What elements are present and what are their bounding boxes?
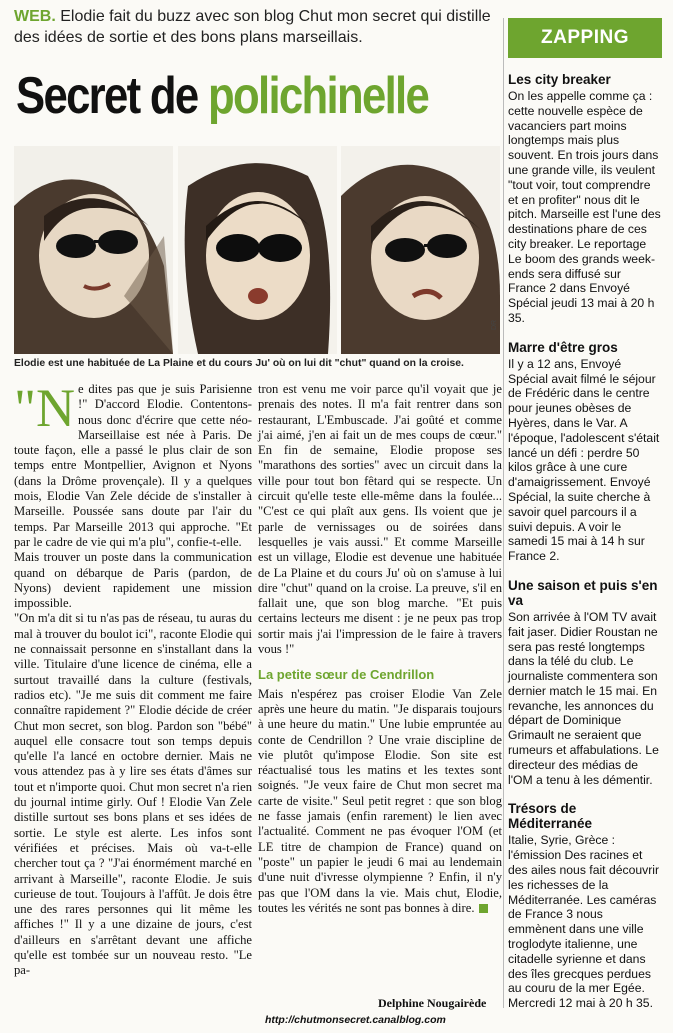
- sidebar-item-title: Une saison et puis s'en va: [508, 577, 658, 608]
- end-mark-icon: [479, 904, 488, 913]
- lead-strip: [14, 6, 500, 48]
- article-subhead: La petite sœur de Cendrillon: [258, 667, 435, 683]
- lead-text: Elodie fait du buzz avec son blog Chut mon secret qui distille des idées de sortie et des bons plans marseillais.: [14, 8, 491, 46]
- column-divider: [503, 18, 504, 1008]
- photo-3: [341, 146, 500, 354]
- sidebar-item-body: Son arrivée à l'OM TV avait fait jaser. Didier Roustan ne sera pas resté longtemps dans la télé du club. Le journaliste commentera son dernier match le 15 mai. En revanche, les annonces du départ de Dominique Grimault ne seraient que rumeurs et affabulations. Le directeur des médias de l'OM a tenu à les démentir.: [508, 609, 659, 787]
- article-paragraph: tron est venu me voir parce qu'il voyait que je prenais des notes. Il m'a fait rentrer dans son restaurant, L'Embuscade. J'ai goûté et comme j'ai aimé, j'en ai fait un de mes coups de cœur." En fin de semaine, Elodie propose ses "marathons des sorties" avec un circuit dans la ville pour tout bon fêtard qui se respecte. Un circuit qu'elle teste elle-même dans la foulée... "C'est ce qui plaît aux gens. Ils voient que je parle de vernissages ou de soirées dans lesquelles je vais aussi." Et comme Marseille est un village, Elodie est devenue une habituée de La Plaine et du cours Ju' où on s'amuse à lui dire "chut" quand on la croise. La preuve, s'il en fallait une, que son blog marche. "Et puis certains lecteurs me disent : je ne peux pas trop sortir mais j'ai l'impression de le faire à travers vous !": [258, 382, 502, 657]
- kicker: WEB.: [14, 8, 56, 25]
- sidebar-item-body: On les appelle comme ça : cette nouvelle espèce de vacanciers part moins longtemps mais plus souvent. En trois jours dans une grande ville, ils veulent "tout voir, tout comprendre et en profiter" nous dit le pitch. Marseille est l'une des destinations phare de ces city breaker. Le reportage Le boom des grands week-ends sera diffusé sur France 2 dans Envoyé Spécial jeudi 13 mai à 20 h 35.: [508, 89, 661, 325]
- headline-part-2: polichinelle: [208, 67, 429, 125]
- zapping-banner: ZAPPING: [508, 18, 662, 58]
- photo-caption: Elodie est une habituée de La Plaine et du cours Ju' où on lui dit "chut" quand on la croise.: [14, 358, 464, 369]
- article-paragraph: Mais n'espérez pas croiser Elodie Van Zele après une heure du matin. "Je disparais toujours à une heure du matin." Une lubie empruntée au conte de Cendrillon ? Une vraie discipline de vie plutôt qu'impose Elodie. Son site est réactualisé tous les matins et les textes sont soignés. "Je veux faire de Chut mon secret ma carte de visite." Seul petit regret : que son blog ne fasse jamais (enfin rarement) le lien avec l'actualité. Comment ne pas évoquer l'OM (et LE titre de champion de France) quand on "poste" un papier le jeudi 6 mai au lendemain d'une nuit d'ivresse olympienne ? Enfin, il n'y pas que l'OM dans la vie. Mais chut, Elodie, toutes les vérités ne sont pas bonnes à dire.: [258, 686, 502, 915]
- article-column-middle: [258, 382, 502, 916]
- author-signature: Delphine Nougairède: [378, 996, 487, 1010]
- article-paragraph: "Ne dites pas que je suis Parisienne !" D'accord Elodie. Contentons-nous donc d'écrire que cette néo-Marseillaise est née à Paris. De toute façon, elle a passé le plus clair de son temps entre Montpellier, Avignon et Nyons (dans la Drôme provençale). Il y a quelques mois, Elodie Van Zele décide de s'installer à Marseille. Poussée sans doute par l'air du temps. Par Marseille 2013 qui approche. "Et par le cadre de vie qui m'a plu", confie-t-elle.: [14, 378, 252, 549]
- sidebar-item-body: Italie, Syrie, Grèce : l'émission Des racines et des ailes nous fait découvrir les richesses de la Méditerranée. Les caméras de France 3 nous emmènent dans une ville troglodyte italienne, une citadelle syrienne et dans des îles grecques perdues au couru de la mer Egée. Mercredi 12 mai à 20 h 35.: [508, 833, 660, 1011]
- photo-1: [14, 146, 173, 354]
- dropcap: "N: [14, 378, 76, 438]
- article-paragraph: Mais trouver un poste dans la communication quand on débarque de Paris (pardon, de Nyons) devient rapidement une mission impossible.: [14, 550, 252, 611]
- zapping-sidebar: [508, 18, 662, 1011]
- photo-credit: DR: [491, 319, 498, 330]
- sidebar-item-title: Marre d'être gros: [508, 339, 618, 355]
- headline-part-1: Secret de: [16, 67, 209, 125]
- blog-url[interactable]: http://chutmonsecret.canalblog.com: [265, 1014, 446, 1026]
- sidebar-item-title: Trésors de Méditerranée: [508, 801, 593, 832]
- photo-2: [178, 146, 337, 354]
- article-column-left: [14, 378, 252, 979]
- sidebar-item-body: Il y a 12 ans, Envoyé Spécial avait filmé le séjour de Frédéric dans le centre pour jeunes obèses de Hyères, dans le Var. A l'époque, l'adolescent s'était lancé un défi : perdre 50 kilos grâce à une cure d'amaigrissement. Envoyé Spécial, la suite cherche à savoir quel parcours il a suivi depuis. A voir le samedi 15 mai à 14 h sur France 2.: [508, 356, 660, 564]
- article-paragraph: "On m'a dit si tu n'as pas de réseau, tu auras du mal à trouver du boulot ici", raconte Elodie qui ne connaissait personne en s'installant dans la ville. Titulaire d'une licence de cinéma, elle a surtout travaillé dans la culture (festivals, radios etc). "Je me suis dit comment me faire connaître rapidement ?" Elodie décide de créer Chut mon secret, son blog. Pardon son "bébé" auquel elle consacre tout son temps depuis qu'elle l'a lancé en octobre dernier. Mais ne vous attendez pas à y lire ses états d'âmes sur tout et n'importe quoi. Chut mon secret n'a rien du journal intime girly. Ouf ! Elodie Van Zele distille surtout ses bons plans et ses idées de sortie. Le style est alerte. Les infos sont vérifiées et précises. Mais où va-t-elle chercher tout ça ? "J'ai énormément marché en arrivant à Marseille", raconte Elodie. Je suis curieuse de tout. Toujours à l'affût. Je dois être une des rares personnes qui lit même les affiches !" Il y a une dizaine de jours, c'est d'ailleurs en s'arrêtant devant une affiche qu'elle est tombée sur un nouveau resto. "Le pa-: [14, 611, 252, 978]
- headline: [16, 66, 428, 126]
- sidebar-item-title: Les city breaker: [508, 72, 611, 87]
- photo-strip: [14, 146, 500, 354]
